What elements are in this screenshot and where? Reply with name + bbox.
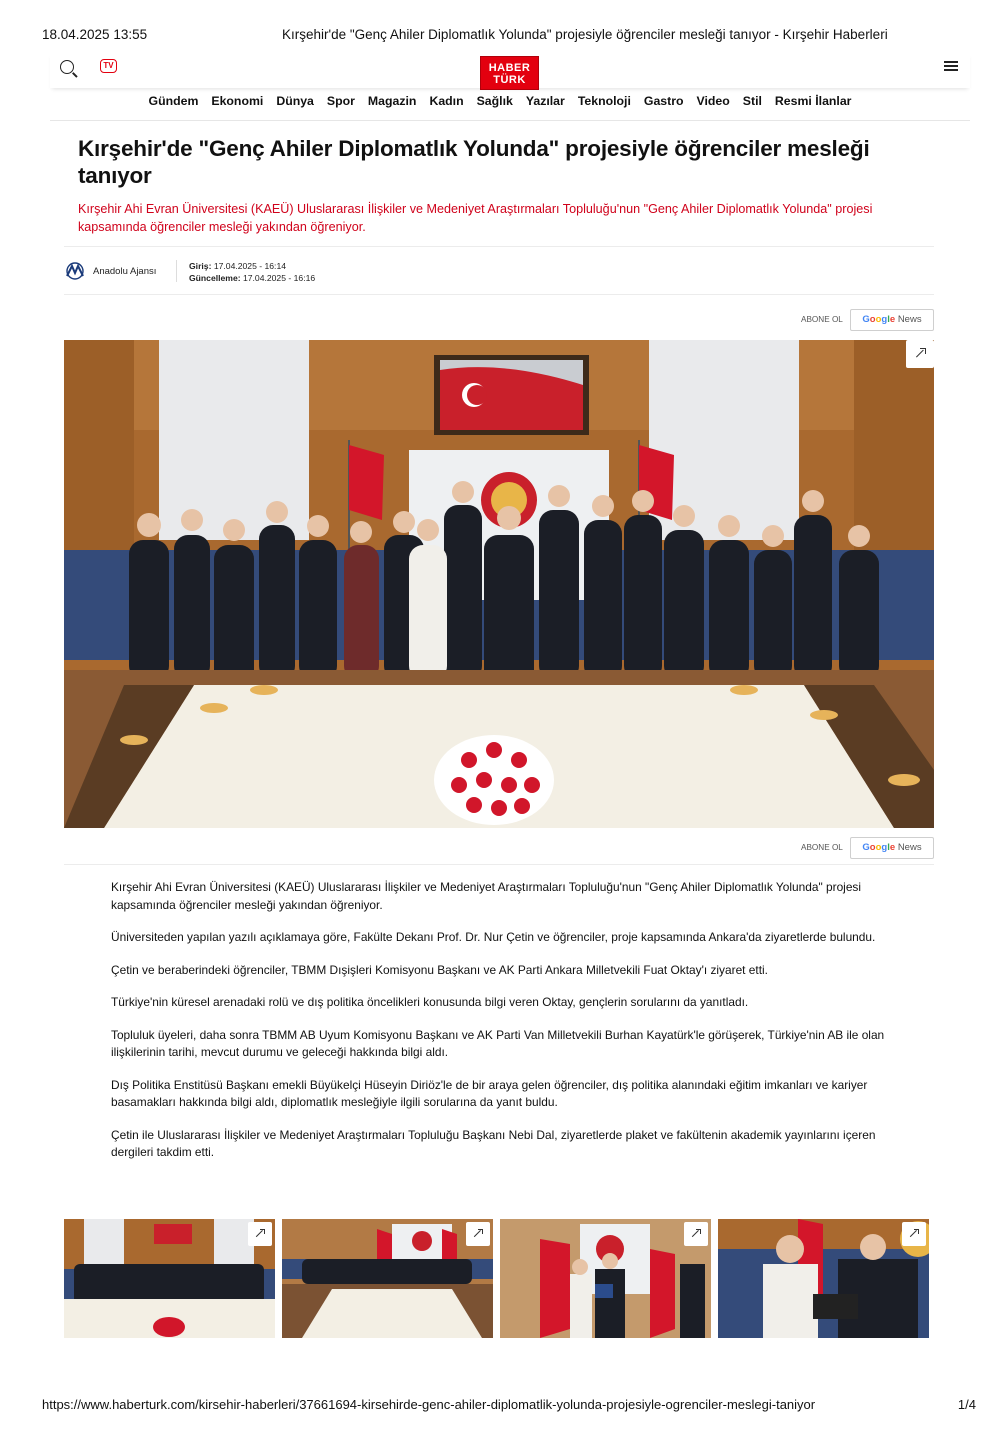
nav-item-kadin[interactable]: Kadın <box>429 94 464 108</box>
subscribe-label: ABONE OL <box>801 315 843 324</box>
nav-item-magazin[interactable]: Magazin <box>367 94 417 108</box>
article-paragraph: Çetin ve beraberindeki öğrenciler, TBMM Dışişleri Komisyonu Başkanı ve AK Parti Ankara Milletvekili Fuat Oktay'ı ziyaret etti. <box>111 962 768 977</box>
article-paragraph: Kırşehir Ahi Evran Üniversitesi (KAEÜ) Uluslararası İlişkiler ve Medeniyet Araştırmaları Topluluğu'nun "Genç Ahiler Diplomatlık Yolunda" projesi kapsamında öğrenciler mesleği yakından öğreniyor. <box>111 880 862 912</box>
nav-item-gastro[interactable]: Gastro <box>643 94 684 108</box>
article-headline: Kırşehir'de "Genç Ahiler Diplomatlık Yolunda" projesiyle öğrenciler mesleği tanıyor <box>78 136 870 188</box>
article-paragraph: Çetin ile Uluslararası İlişkiler ve Medeniyet Araştırmaları Topluluğu Başkanı Nebi Dal, ziyaretlerde plaket ve fakültenin akademik yayınlarını içeren dergileri takdim etti. <box>111 1127 876 1159</box>
gallery-thumbnail[interactable] <box>718 1219 929 1338</box>
main-nav <box>0 94 1000 108</box>
divider <box>64 864 934 865</box>
photo-gallery <box>64 1219 930 1338</box>
expand-photo-icon[interactable] <box>902 1222 926 1246</box>
thumbnail-image <box>500 1219 711 1338</box>
google-news-button[interactable]: Google News <box>850 837 934 859</box>
google-news-button[interactable]: Google News <box>850 309 934 331</box>
divider <box>64 246 934 247</box>
article-paragraph: Türkiye'nin küresel arenadaki rolü ve dış politika öncelikleri konusunda bilgi veren Oktay, gençlerin sorularını da yanıtladı. <box>111 995 749 1009</box>
article-body <box>111 879 887 1177</box>
divider <box>64 294 934 295</box>
print-url: https://www.haberturk.com/kirsehir-haberleri/37661694-kirsehirde-genc-ahiler-diplomatlik-yolunda-projesiyle-ogrenciler-meslegi-taniyor <box>42 1397 816 1412</box>
nav-item-yazilar[interactable]: Yazılar <box>525 94 565 108</box>
expand-photo-icon[interactable] <box>684 1222 708 1246</box>
search-icon[interactable] <box>60 60 74 74</box>
gallery-thumbnail[interactable] <box>282 1219 493 1338</box>
hero-photo[interactable] <box>64 340 934 828</box>
nav-item-dunya[interactable]: Dünya <box>276 94 314 108</box>
nav-item-ekonomi[interactable]: Ekonomi <box>211 94 264 108</box>
google-news-subscribe-bottom <box>780 837 934 859</box>
haberturk-logo[interactable] <box>480 56 539 90</box>
site-topbar <box>50 52 970 88</box>
article-spot: Kırşehir Ahi Evran Üniversitesi (KAEÜ) Uluslararası İlişkiler ve Medeniyet Araştırmaları Topluluğu'nun "Genç Ahiler Diplomatlık Yolunda" projesi kapsamında öğrenciler mesleği yakından öğreniyor. <box>78 202 873 234</box>
article-paragraph: Üniversiteden yapılan yazılı açıklamaya göre, Fakülte Dekanı Prof. Dr. Nur Çetin ve öğrenciler, proje kapsamında Ankara'da ziyaretlerde bulundu. <box>111 930 876 944</box>
nav-item-saglik[interactable]: Sağlık <box>476 94 513 108</box>
hero-photo-illustration <box>64 340 934 828</box>
divider <box>176 260 177 282</box>
tv-icon[interactable]: TV <box>100 59 117 73</box>
print-footer <box>42 1397 976 1413</box>
published-label: Giriş: <box>189 261 212 271</box>
published-date: 17.04.2025 - 16:14 <box>213 261 286 271</box>
gallery-thumbnail[interactable] <box>500 1219 711 1338</box>
nav-item-spor[interactable]: Spor <box>326 94 355 108</box>
nav-item-resmi-ilanlar[interactable]: Resmi İlanlar <box>774 94 852 108</box>
subscribe-label: ABONE OL <box>801 843 843 852</box>
print-page-number: 1/4 <box>957 1397 976 1412</box>
nav-item-teknoloji[interactable]: Teknoloji <box>577 94 631 108</box>
logo-text-top: HABER <box>488 62 531 74</box>
article-source[interactable]: Anadolu Ajansı <box>93 266 157 277</box>
google-news-label: News <box>897 314 922 325</box>
article-paragraph: Topluluk üyeleri, daha sonra TBMM AB Uyum Komisyonu Başkanı ve AK Parti Van Milletvekili Burhan Kayatürk'le görüşerek, Türkiye'nin AB ile olan ilişkilerinin tarihi, mevcut durumu ve geleceği hakkında bilgi aldı. <box>111 1027 885 1059</box>
thumbnail-image <box>282 1219 493 1338</box>
google-news-subscribe <box>780 309 934 331</box>
updated-date: 17.04.2025 - 16:16 <box>242 273 316 283</box>
divider <box>50 120 970 121</box>
nav-item-stil[interactable]: Stil <box>742 94 762 108</box>
expand-photo-icon[interactable] <box>466 1222 490 1246</box>
anadolu-ajansi-logo-icon <box>64 262 86 280</box>
expand-photo-icon[interactable] <box>248 1222 272 1246</box>
print-title: Kırşehir'de "Genç Ahiler Diplomatlık Yolunda" projesiyle öğrenciler mesleği tanıyor - Kırşehir Haberleri <box>282 27 888 42</box>
nav-item-gundem[interactable]: Gündem <box>148 94 199 108</box>
expand-photo-icon[interactable] <box>906 340 934 368</box>
gallery-thumbnail[interactable] <box>64 1219 275 1338</box>
print-header <box>42 27 958 43</box>
hamburger-menu-icon[interactable] <box>944 61 958 73</box>
print-date: 18.04.2025 13:55 <box>42 27 148 42</box>
article-dates <box>189 260 315 284</box>
google-news-label: News <box>897 842 922 853</box>
nav-item-video[interactable]: Video <box>696 94 730 108</box>
updated-label: Güncelleme: <box>189 273 241 283</box>
logo-text-bottom: TÜRK <box>493 74 526 86</box>
article-paragraph: Dış Politika Enstitüsü Başkanı emekli Büyükelçi Hüseyin Diriöz'le de bir araya gelen öğrenciler, dış politika alanındaki eğitim imkanları ve kariyer basamakları hakkında bilgi aldı, diplomatlık mesleğiyle ilgili sorularına da yanıt buldu. <box>111 1077 868 1109</box>
thumbnail-image <box>718 1219 929 1338</box>
thumbnail-image <box>64 1219 275 1338</box>
